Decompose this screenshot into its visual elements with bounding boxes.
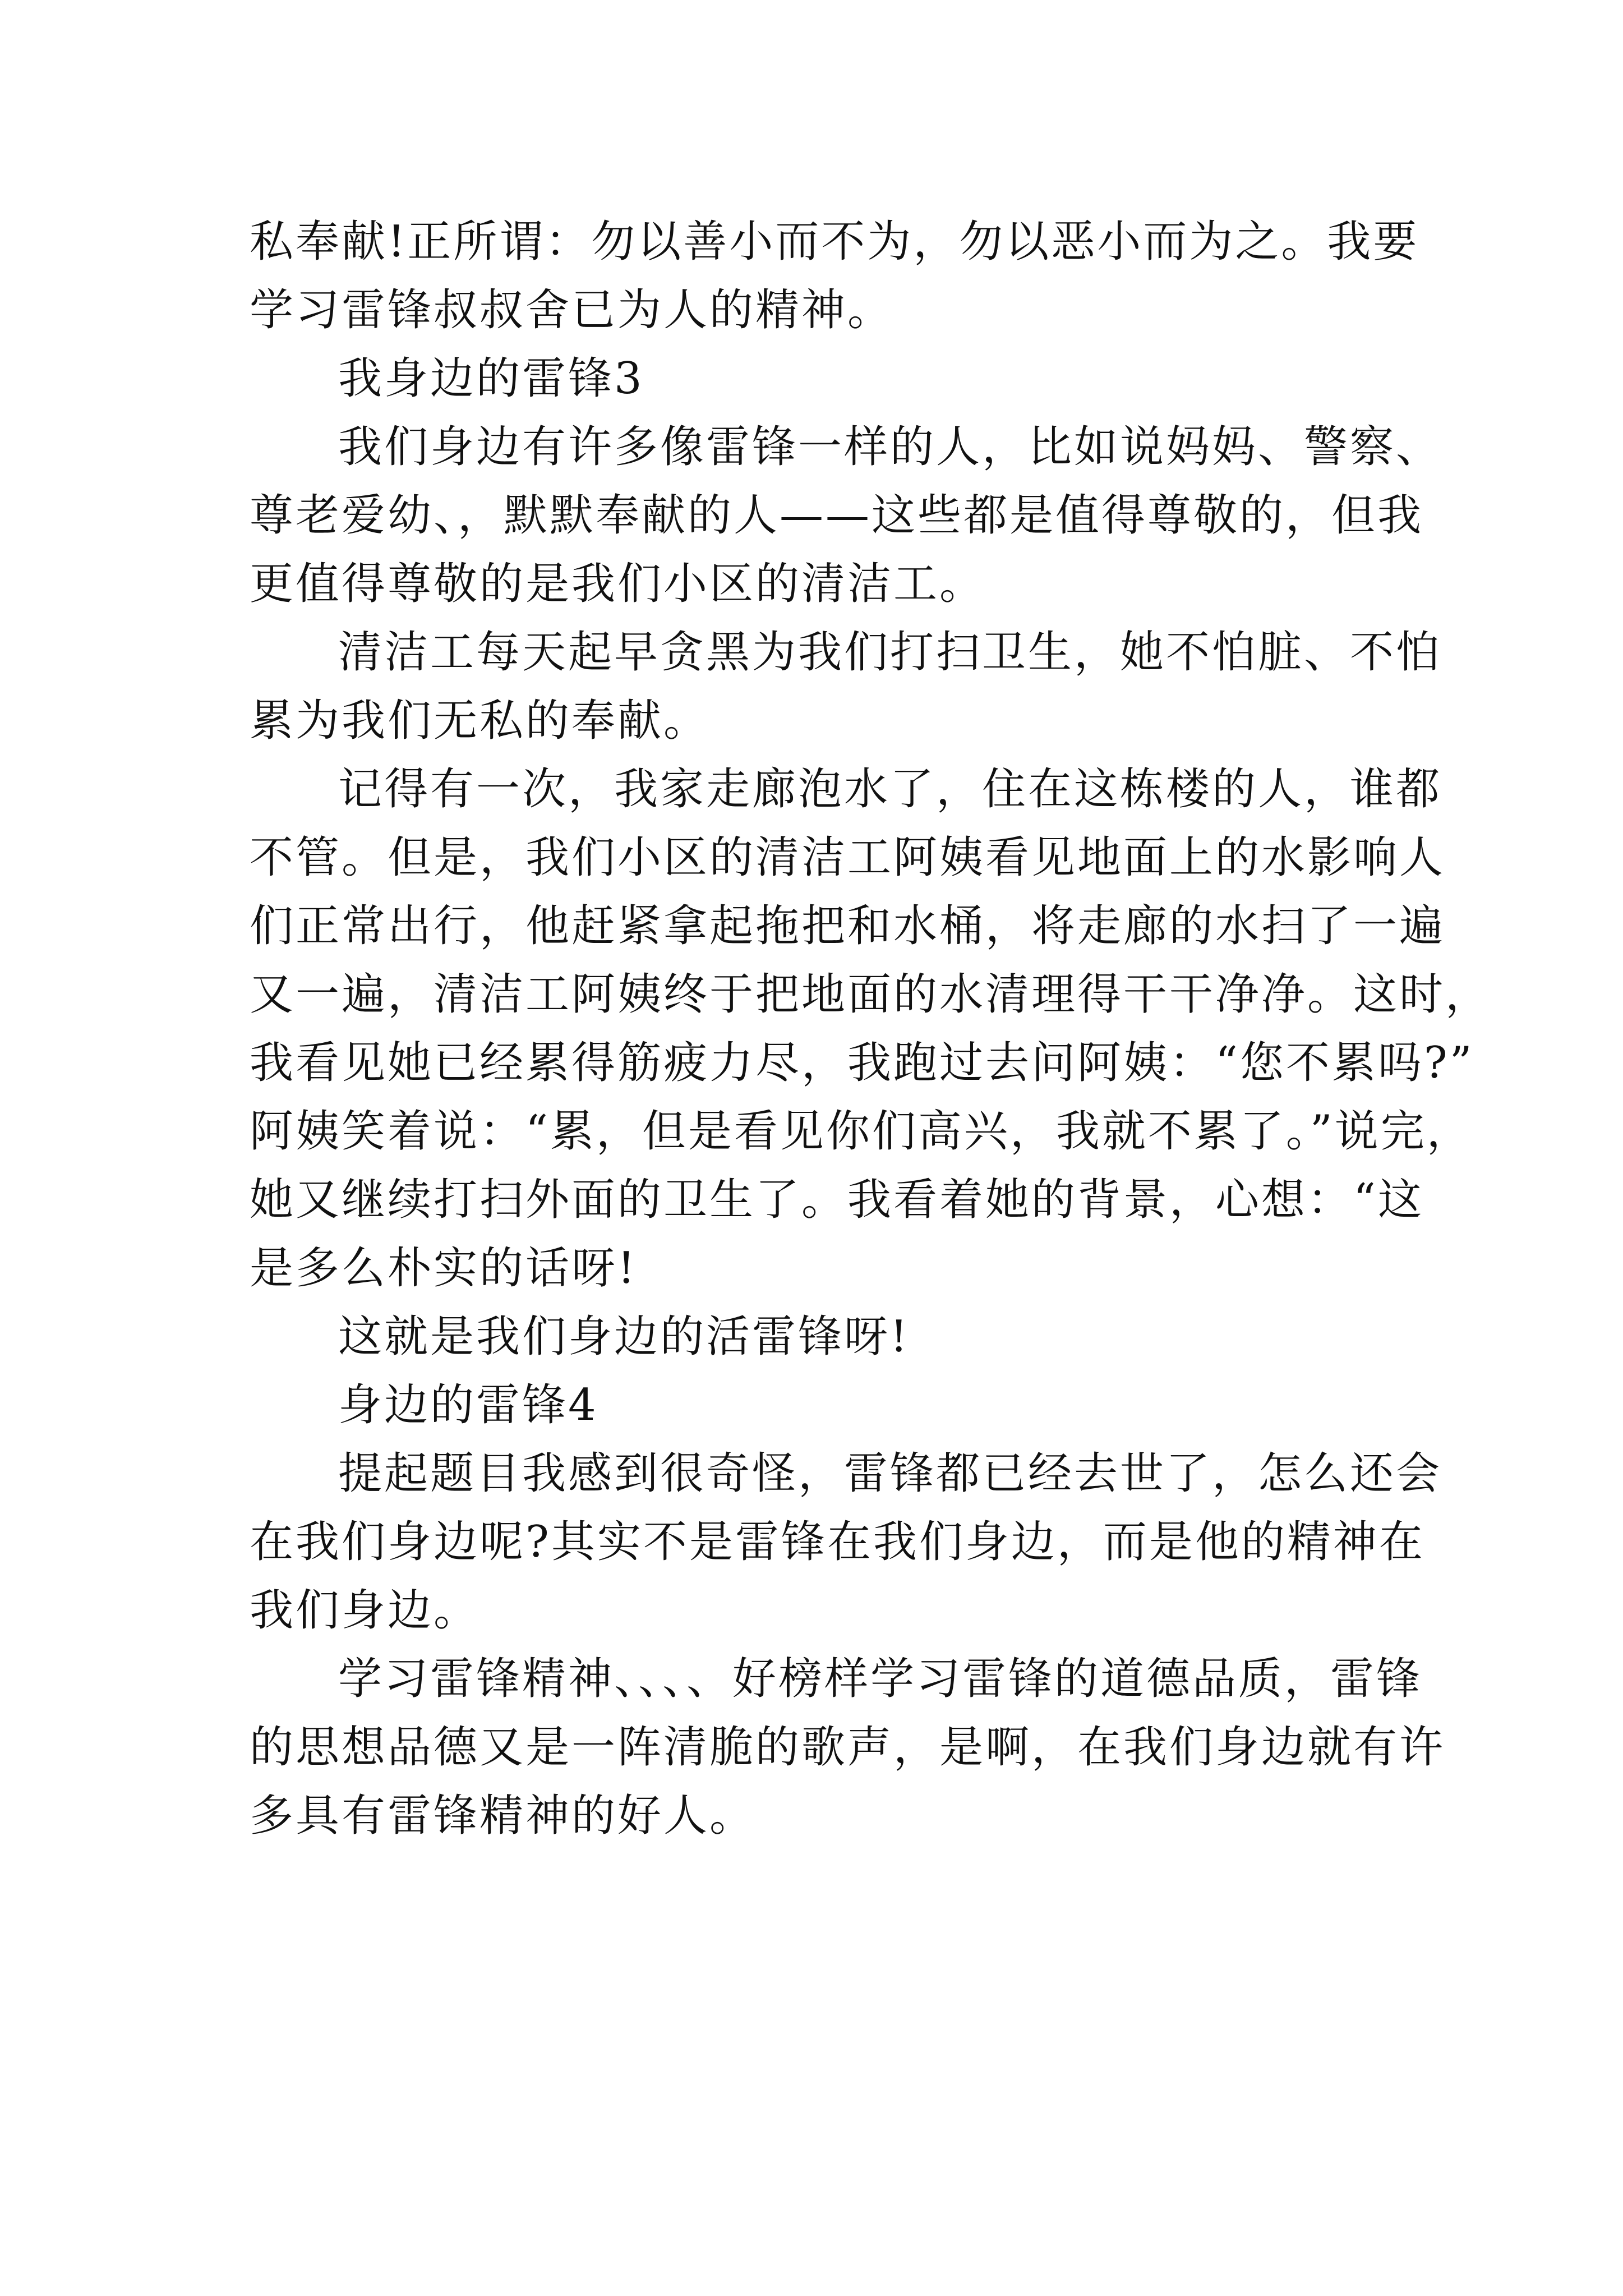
text-line: 尊老爱幼、，默默奉献的人——这些都是值得尊敬的，但我	[250, 490, 1424, 541]
section-heading: 我身边的雷锋3	[338, 353, 644, 404]
text-line: 又一遍，清洁工阿姨终于把地面的水清理得干干净净。这时，	[250, 969, 1492, 1020]
text-line: 这就是我们身边的活雷锋呀!	[338, 1312, 910, 1362]
document-body	[250, 208, 1492, 1850]
text-line: 学习雷锋精神、、、、好榜样学习雷锋的道德品质，雷锋	[338, 1654, 1423, 1704]
text-line: 更值得尊敬的是我们小区的清洁工。	[250, 559, 986, 609]
text-line: 阿姨笑着说：“累，但是看见你们高兴，我就不累了。”说完，	[250, 1106, 1473, 1157]
text-line: 私奉献!正所谓：勿以善小而不为，勿以恶小而为之。我要	[250, 217, 1419, 267]
text-line: 我看见她已经累得筋疲力尽，我跑过去问阿姨：“您不累吗?”	[250, 1038, 1474, 1088]
text-line: 记得有一次，我家走廊泡水了，住在这栋楼的人，谁都	[338, 764, 1442, 815]
text-line: 的思想品德又是一阵清脆的歌声，是啊，在我们身边就有许	[250, 1722, 1446, 1773]
text-line: 我们身边。	[250, 1585, 480, 1636]
text-line: 多具有雷锋精神的好人。	[250, 1791, 756, 1841]
text-line: 学习雷锋叔叔舍已为人的精神。	[250, 285, 894, 335]
text-line: 不管。但是，我们小区的清洁工阿姨看见地面上的水影响人	[250, 832, 1446, 883]
text-line: 她又继续打扫外面的卫生了。我看着她的背景，心想：“这	[250, 1175, 1424, 1225]
text-line: 在我们身边呢?其实不是雷锋在我们身边，而是他的精神在	[250, 1517, 1425, 1567]
text-line: 累为我们无私的奉献。	[250, 696, 710, 746]
text-line: 们正常出行，他赶紧拿起拖把和水桶，将走廊的水扫了一遍	[250, 901, 1446, 951]
text-line: 提起题目我感到很奇怪，雷锋都已经去世了，怎么还会	[338, 1448, 1442, 1499]
text-line: 是多么朴实的话呀!	[250, 1243, 638, 1294]
text-line: 清洁工每天起早贪黑为我们打扫卫生，她不怕脏、不怕	[338, 627, 1442, 678]
text-line: 我们身边有许多像雷锋一样的人，比如说妈妈、警察、	[338, 422, 1442, 472]
section-heading: 身边的雷锋4	[338, 1380, 598, 1430]
